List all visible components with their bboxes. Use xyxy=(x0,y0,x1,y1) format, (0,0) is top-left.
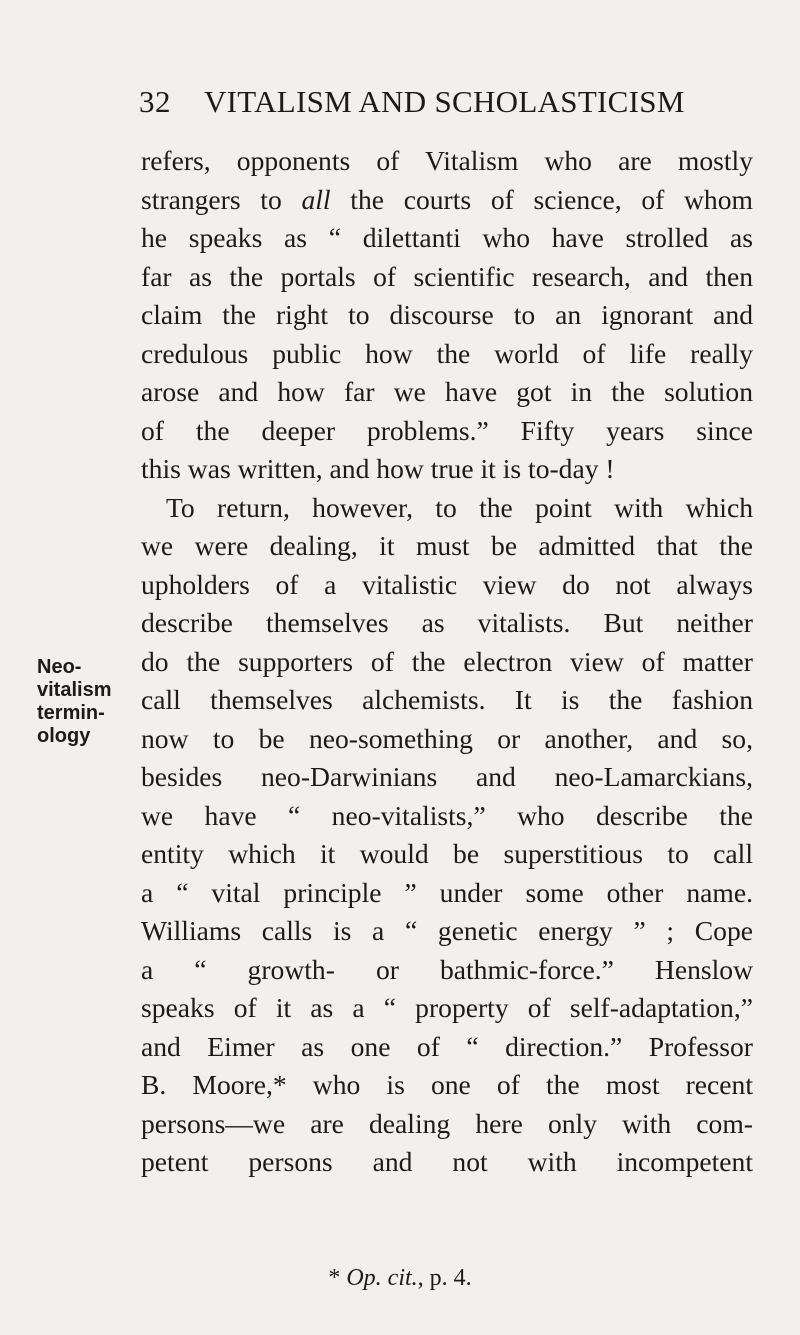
margin-note-line: ology xyxy=(37,725,91,747)
text-line: Williams calls is a “ genetic energy ” ; Cope xyxy=(141,915,753,946)
text-line: refers, opponents of Vitalism who are mostly xyxy=(141,145,753,176)
text-line: claim the right to discourse to an ignorant and xyxy=(141,299,753,330)
text-line: petent persons and not with incompetent xyxy=(141,1146,753,1177)
text-line: a “ growth- or bathmic-force.” Henslow xyxy=(141,953,753,985)
text-line: we have “ neo-vitalists,” who describe the xyxy=(141,799,753,831)
running-title: VITALISM AND SCHOLASTICISM xyxy=(204,84,685,119)
margin-note-line: termin- xyxy=(37,702,105,724)
text-line: entity which it would be superstitious to call xyxy=(141,838,753,869)
text-line: of the deeper problems.” Fifty years since xyxy=(141,414,753,446)
body-text xyxy=(141,142,753,1182)
text-line: do the supporters of the electron view of matter xyxy=(141,645,753,677)
text-line: besides neo-Darwinians and neo-Lamarckians, xyxy=(141,761,753,792)
text-line: now to be neo-something or another, and so, xyxy=(141,722,753,754)
footnote-citation: Op. cit. xyxy=(346,1265,418,1291)
footnote-page: , p. 4. xyxy=(417,1265,472,1291)
text-line: a “ vital principle ” under some other name. xyxy=(141,876,753,908)
text-line: credulous public how the world of life really xyxy=(141,337,753,369)
text-line: speaks of it as a “ property of self-adaptation,” xyxy=(141,992,753,1023)
page-number: 32 xyxy=(139,84,171,119)
margin-note-line: Neo- xyxy=(37,656,82,678)
page-header xyxy=(0,84,800,130)
text-line: this was written, and how true it is to-day ! xyxy=(141,453,615,484)
text-line: persons—we are dealing here only with com- xyxy=(141,1107,753,1139)
text-line: call themselves alchemists. It is the fashion xyxy=(141,684,753,715)
footnote-mark: * xyxy=(328,1265,341,1291)
text-line: To return, however, to the point with which xyxy=(166,491,753,523)
text-line: and Eimer as one of “ direction.” Professor xyxy=(141,1030,753,1062)
margin-note xyxy=(37,656,129,748)
text-line: strangers to all the courts of science, of whom xyxy=(141,183,753,215)
margin-note-line: vitalism xyxy=(37,679,112,701)
text-line: describe themselves as vitalists. But neither xyxy=(141,607,753,638)
footnote xyxy=(0,1265,800,1292)
text-line: upholders of a vitalistic view do not always xyxy=(141,568,753,600)
text-line: we were dealing, it must be admitted that the xyxy=(141,530,753,561)
text-line: far as the portals of scientific research, and then xyxy=(141,260,753,292)
italic-word: all xyxy=(301,183,331,215)
text-line: arose and how far we have got in the solution xyxy=(141,376,753,407)
text-line: he speaks as “ dilettanti who have strolled as xyxy=(141,222,753,253)
text-line: B. Moore,* who is one of the most recent xyxy=(141,1069,753,1100)
